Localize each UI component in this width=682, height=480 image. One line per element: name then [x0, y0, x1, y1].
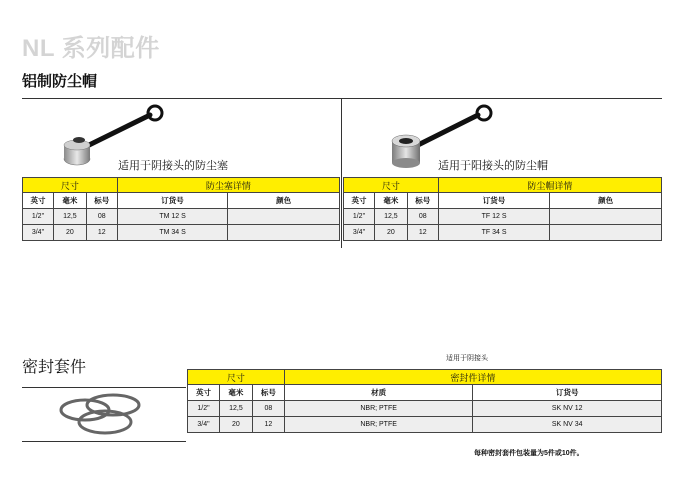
cell-mm: 20 — [374, 225, 407, 241]
cell-mm: 12,5 — [219, 401, 252, 417]
col-inch: 英寸 — [188, 385, 220, 401]
col-color: 颜色 — [550, 193, 662, 209]
cell-inch: 1/2" — [344, 209, 375, 225]
packaging-note: 每种密封套件包装量为5件或10件。 — [474, 450, 584, 457]
cell-color — [228, 209, 340, 225]
col-color: 颜色 — [228, 193, 340, 209]
cell-code: 08 — [407, 209, 438, 225]
seal-divider — [22, 387, 186, 388]
col-code: 标号 — [407, 193, 438, 209]
table-row — [188, 401, 662, 417]
size-header: 尺寸 — [344, 178, 439, 193]
size-header: 尺寸 — [23, 178, 118, 193]
detail-header: 防尘塞详情 — [117, 178, 339, 193]
cell-mm: 20 — [53, 225, 86, 241]
section-divider — [22, 98, 662, 99]
dust-cap-table — [343, 177, 662, 241]
col-mm: 毫米 — [219, 385, 252, 401]
series-title: NL 系列配件 — [22, 35, 160, 62]
cell-inch: 1/2" — [188, 401, 220, 417]
right-caption: 适用于阳接头的防尘帽 — [438, 160, 548, 172]
table-row — [344, 225, 662, 241]
cell-inch: 3/4" — [344, 225, 375, 241]
cell-inch: 3/4" — [188, 417, 220, 433]
cell-color — [550, 225, 662, 241]
dust-plug-table — [22, 177, 340, 241]
size-header: 尺寸 — [188, 370, 285, 385]
col-inch: 英寸 — [23, 193, 54, 209]
left-caption: 适用于阴接头的防尘塞 — [118, 160, 228, 172]
cell-order: TF 34 S — [438, 225, 550, 241]
panel-divider — [341, 98, 342, 248]
table-row — [188, 417, 662, 433]
table-row — [23, 225, 340, 241]
cell-inch: 1/2" — [23, 209, 54, 225]
cell-mm: 20 — [219, 417, 252, 433]
section-title-seal-kits: 密封套件 — [22, 359, 87, 376]
seal-rings-image — [55, 390, 150, 440]
cell-inch: 3/4" — [23, 225, 54, 241]
cell-order: TF 12 S — [438, 209, 550, 225]
section-title-dust-caps: 铝制防尘帽 — [22, 73, 98, 90]
table-row — [23, 209, 340, 225]
cell-color — [550, 209, 662, 225]
detail-header: 防尘帽详情 — [438, 178, 661, 193]
cell-code: 08 — [252, 401, 284, 417]
cell-order: TM 12 S — [117, 209, 228, 225]
cell-mm: 12,5 — [53, 209, 86, 225]
cell-code: 12 — [252, 417, 284, 433]
col-inch: 英寸 — [344, 193, 375, 209]
col-order: 订货号 — [438, 193, 550, 209]
cell-code: 12 — [407, 225, 438, 241]
cell-material: NBR; PTFE — [284, 401, 473, 417]
cell-color — [228, 225, 340, 241]
cell-order: SK NV 12 — [473, 401, 662, 417]
cell-order: TM 34 S — [117, 225, 228, 241]
col-code: 标号 — [252, 385, 284, 401]
seal-divider — [22, 441, 186, 442]
cell-code: 12 — [86, 225, 117, 241]
col-code: 标号 — [86, 193, 117, 209]
cell-mm: 12,5 — [374, 209, 407, 225]
cell-code: 08 — [86, 209, 117, 225]
col-material: 材质 — [284, 385, 473, 401]
cell-order: SK NV 34 — [473, 417, 662, 433]
detail-header: 密封件详情 — [284, 370, 661, 385]
col-order: 订货号 — [473, 385, 662, 401]
seal-applies-to: 适用于阴接头 — [446, 355, 488, 362]
col-mm: 毫米 — [53, 193, 86, 209]
cell-material: NBR; PTFE — [284, 417, 473, 433]
seal-kit-table — [187, 369, 662, 433]
col-mm: 毫米 — [374, 193, 407, 209]
table-row — [344, 209, 662, 225]
col-order: 订货号 — [117, 193, 228, 209]
